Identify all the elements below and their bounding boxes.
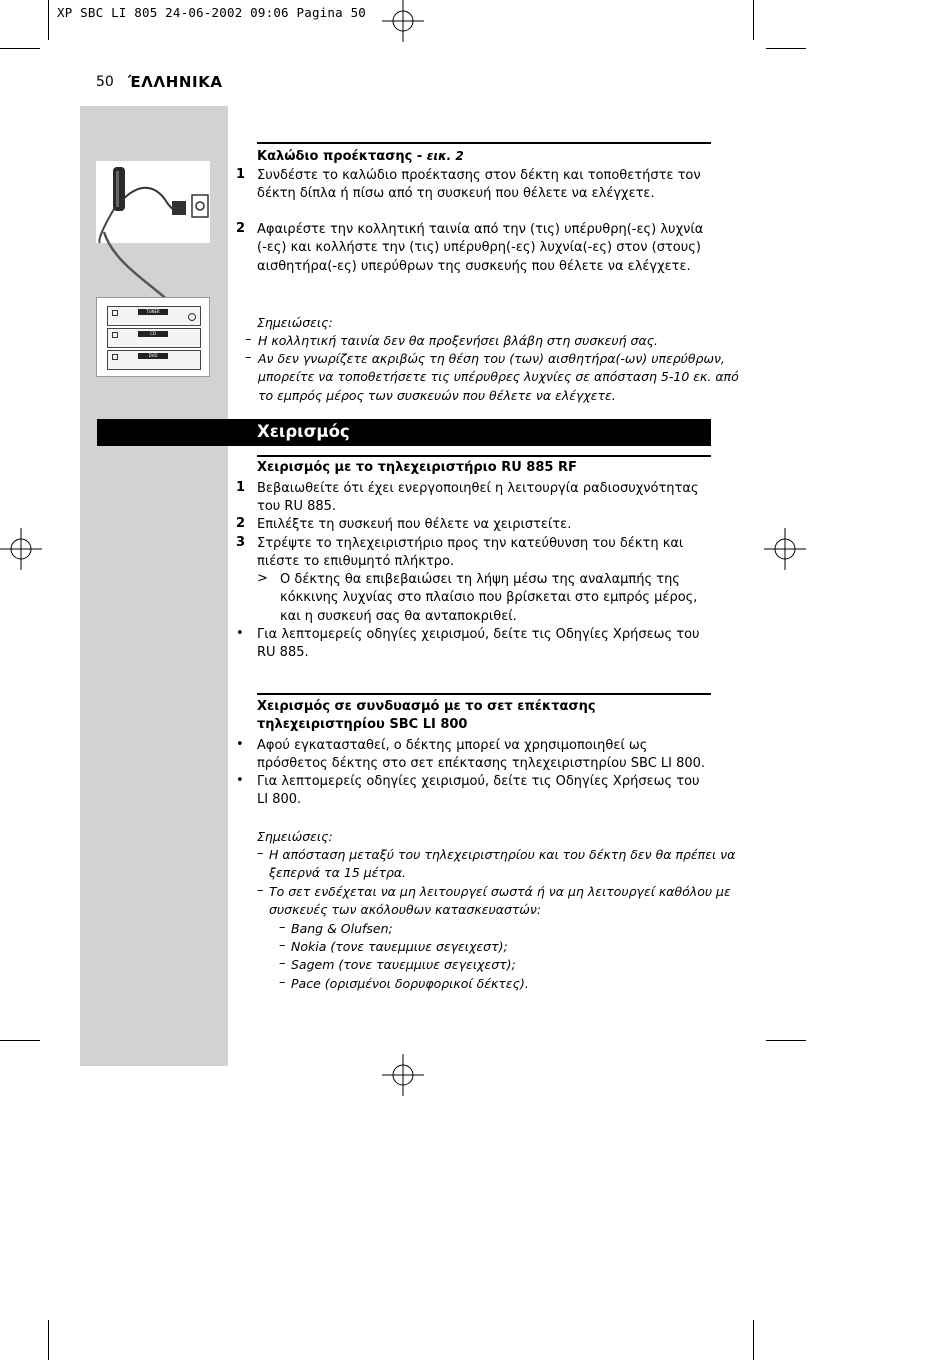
step-text: Στρέψτε το τηλεχειριστήριο προς την κατεύθυνση του δέκτη και πιέστε το επιθυμητό πλήκτρο.	[257, 536, 684, 570]
dash-mark: –	[279, 938, 286, 953]
dash-mark: –	[257, 883, 264, 898]
step-number: 1	[236, 167, 246, 182]
device-dvd	[107, 350, 201, 370]
page-language: ΈΛΛΗΝΙΚΑ	[128, 73, 223, 91]
notes-label: Σημειώσεις:	[257, 829, 333, 844]
registration-mark	[0, 528, 42, 570]
page-number: 50	[96, 74, 114, 90]
note-item: Το σετ ενδέχεται να μη λειτουργεί σωστά ή να μη λειτουργεί καθόλου με συσκευές των ακόλουθων κατασκευαστών:	[269, 884, 731, 918]
step-text: Αφαιρέστε την κολλητική ταινία από την (τις) υπέρυθρη(-ες) λυχνία (-ες) και κολλήστε την (τις) υπέρυθρη(-ες) λυχνία(-ες) στον (στους) αισθητήρα(-ες) υπερύθρων της συσκευής που θέλετε να ελέγχετε.	[257, 222, 704, 274]
crop-mark	[766, 1040, 806, 1041]
crop-mark	[0, 1040, 40, 1041]
crop-mark	[48, 0, 49, 40]
power-icon	[112, 310, 118, 316]
figure-device-stack	[96, 297, 210, 377]
step-text: Συνδέστε το καλώδιο προέκτασης στον δέκτη και τοποθετήστε τον δέκτη δίπλα ή πίσω από τη συσκευή που θέλετε να ελέγχετε.	[257, 168, 701, 202]
step-number: 3	[236, 535, 246, 550]
registration-mark	[764, 528, 806, 570]
dash-mark: –	[279, 956, 286, 971]
step-number: 2	[236, 516, 246, 531]
notes-label: Σημειώσεις:	[257, 315, 333, 330]
brand-item: Pace (ορισμένοι δορυφορικοί δέκτες).	[291, 976, 529, 991]
result-text: Ο δέκτης θα επιβεβαιώσει τη λήψη μέσω της αναλαμπής της κόκκινης λυχνίας στο πλαίσιο που βρίσκεται στο εμπρός μέρος, και η συσκευή σας θα ανταποκριθεί.	[280, 572, 698, 624]
note-item: Η απόσταση μεταξύ του τηλεχειριστηρίου και του δέκτη δεν θα πρέπει να ξεπερνά τα 15 μέτρα.	[269, 847, 736, 881]
step-text: Βεβαιωθείτε ότι έχει ενεργοποιηθεί η λειτουργία ραδιοσυχνότητας του RU 885.	[257, 481, 699, 515]
step-number: 1	[236, 480, 246, 495]
dash-mark: –	[257, 846, 264, 861]
power-icon	[112, 332, 118, 338]
section-bar	[97, 419, 711, 446]
step-text: Επιλέξτε τη συσκευή που θέλετε να χειριστείτε.	[257, 517, 572, 532]
figure-reference: εικ. 2	[426, 149, 464, 163]
crop-mark	[48, 1320, 49, 1360]
step-number: 2	[236, 221, 246, 236]
section-rule	[257, 693, 711, 695]
section-rule	[257, 455, 711, 457]
bullet-text: Για λεπτομερείς οδηγίες χειρισμού, δείτε τις Οδηγίες Χρήσεως του RU 885.	[257, 627, 700, 661]
device-label: CD	[138, 331, 168, 337]
print-header: XP SBC LI 805 24-06-2002 09:06 Pagina 50	[57, 5, 367, 20]
brand-item: Bang & Olufsen;	[291, 921, 393, 936]
crop-mark	[753, 1320, 754, 1360]
device-tuner	[107, 306, 201, 326]
section-title: Χειρισμός με το τηλεχειριστήριο RU 885 RF	[257, 460, 577, 475]
device-label: DVD	[138, 353, 168, 359]
crop-mark	[0, 48, 40, 49]
dash-mark: –	[279, 920, 286, 935]
result-mark: >	[257, 571, 268, 586]
device-label: TUNER	[138, 309, 168, 315]
dash-mark: –	[279, 975, 286, 990]
section-title: Καλώδιο προέκτασης - εικ. 2	[257, 149, 464, 164]
brand-item: Nokia (τονε ταυεμμιυε σεγειχεστ);	[291, 939, 508, 954]
crop-mark	[766, 48, 806, 49]
device-cd	[107, 328, 201, 348]
bullet-text: Για λεπτομερείς οδηγίες χειρισμού, δείτε τις Οδηγίες Χρήσεως του LI 800.	[257, 774, 700, 808]
bullet-text: Αφού εγκατασταθεί, ο δέκτης μπορεί να χρησιμοποιηθεί ως πρόσθετος δέκτης στο σετ επέκτασης τηλεχειριστηρίου SBC LI 800.	[257, 738, 706, 772]
registration-mark	[382, 1054, 424, 1096]
section-title: Χειρισμός σε συνδυασμό με το σετ επέκτασης τηλεχειριστηρίου SBC LI 800	[257, 699, 596, 733]
brand-item: Sagem (τονε ταυεμμιυε σεγειχεστ);	[291, 957, 516, 972]
bullet-mark: •	[236, 737, 244, 752]
dash-mark: –	[245, 350, 252, 365]
note-item: Η κολλητική ταινία δεν θα προξενήσει βλάβη στη συσκευή σας.	[258, 333, 659, 348]
note-item: Αν δεν γνωρίζετε ακριβώς τη θέση του (των) αισθητήρα(-ων) υπερύθρων, μπορείτε να τοποθετήσετε τις υπέρυθρες λυχνίες σε απόσταση 5-10 εκ. από το εμπρός μέρος των συσκευών που θέλετε να ελέγχετε.	[258, 351, 739, 403]
section-bar-title: Χειρισμός	[257, 422, 350, 441]
registration-mark	[382, 0, 424, 42]
section-rule	[257, 142, 711, 144]
bullet-mark: •	[236, 626, 244, 641]
dash-mark: –	[245, 332, 252, 347]
bullet-mark: •	[236, 773, 244, 788]
knob-icon	[188, 313, 196, 321]
power-icon	[112, 354, 118, 360]
crop-mark	[753, 0, 754, 40]
